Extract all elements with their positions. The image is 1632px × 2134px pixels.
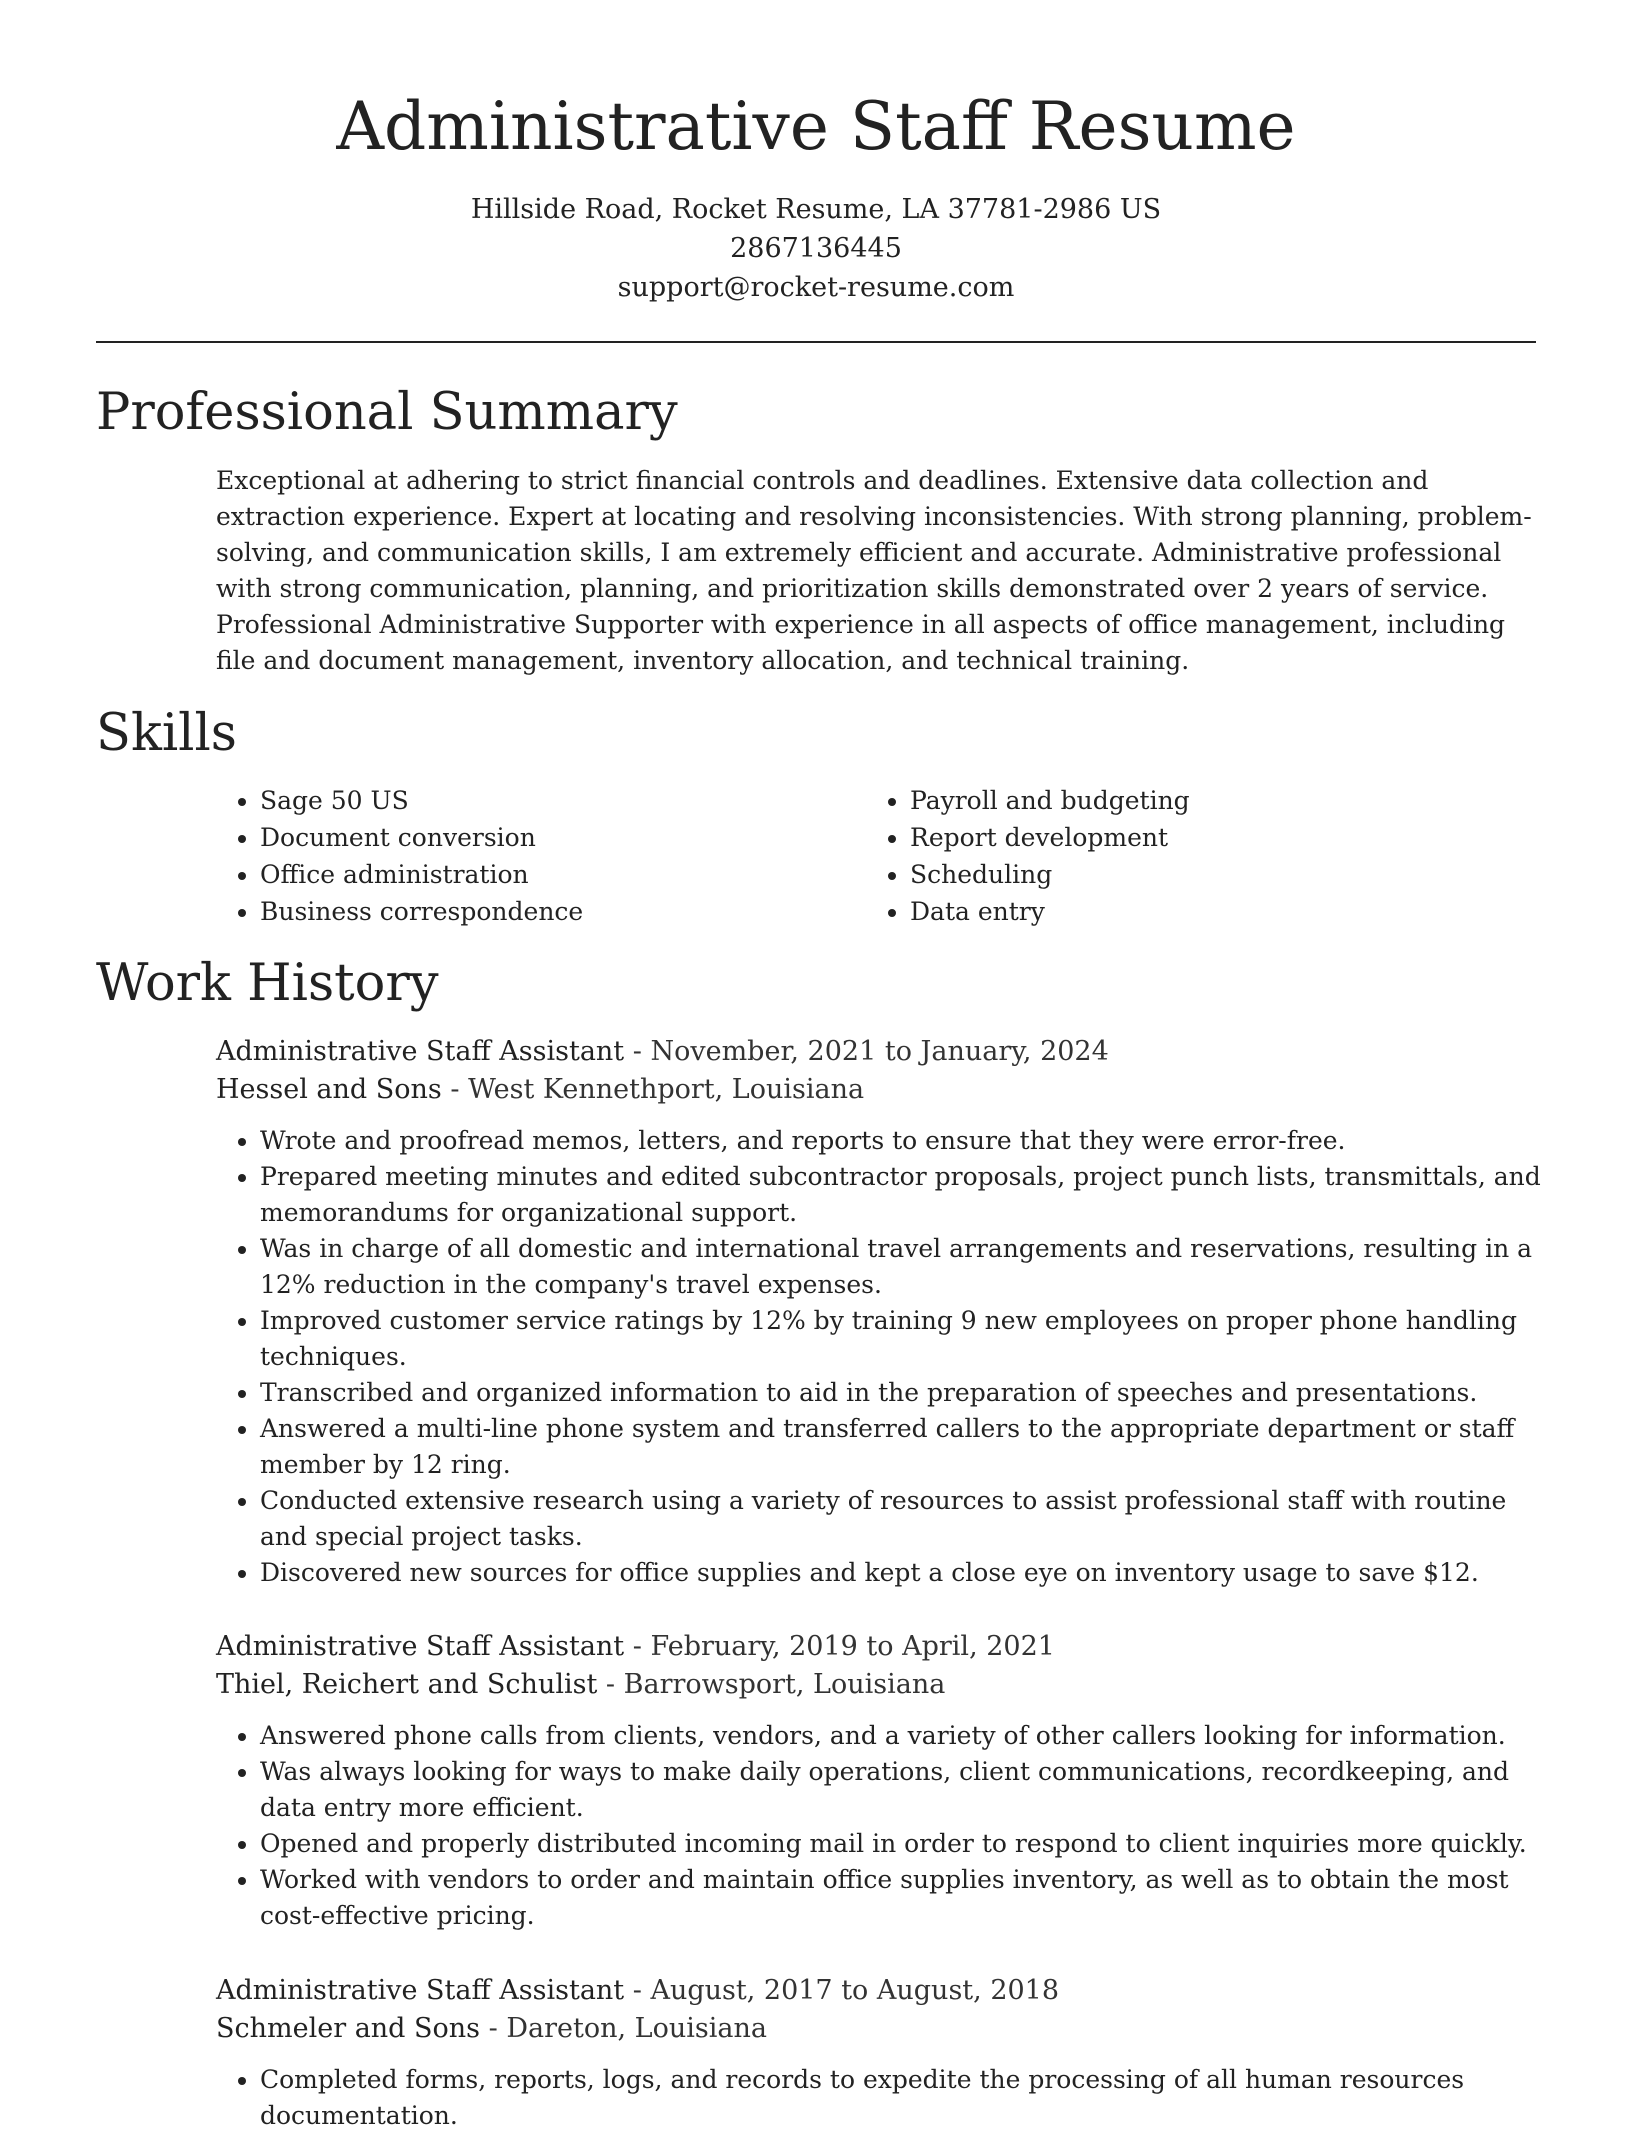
skill-item: • Data entry <box>910 893 1190 930</box>
skill-item: • Sage 50 US <box>260 782 583 819</box>
job-bullet: • Wrote and proofread memos, letters, and reports to ensure that they were error-free. <box>260 1123 1546 1159</box>
resume-title: Administrative Staff Resume <box>336 88 1296 165</box>
skills-list-left <box>216 782 583 930</box>
job-title-line: Administrative Staff Assistant - November, 2021 to January, 2024 <box>216 1036 1109 1067</box>
skill-item: • Report development <box>910 819 1190 856</box>
job-company: Schmeler and Sons <box>216 2013 481 2044</box>
job-entry <box>216 1972 1546 2134</box>
job-title-line: Administrative Staff Assistant - August, 2017 to August, 2018 <box>216 1975 1060 2006</box>
summary-heading: Professional Summary <box>96 383 678 442</box>
job-dates: November, 2021 to January, 2024 <box>650 1036 1109 1067</box>
contact-phone: 2867136445 <box>730 233 902 264</box>
job-location: West Kennethport, Louisiana <box>468 1074 865 1105</box>
resume-header <box>0 0 1632 307</box>
job-bullet: • Transcribed and organized information to aid in the preparation of speeches and presentations. <box>260 1375 1546 1411</box>
job-bullet: • Prepared meeting minutes and edited subcontractor proposals, project punch lists, transmittals, and memorandums for organizational support. <box>260 1159 1546 1231</box>
job-bullets <box>216 1718 1546 1934</box>
job-dates: August, 2017 to August, 2018 <box>650 1975 1060 2006</box>
summary-text: Exceptional at adhering to strict financial controls and deadlines. Extensive data collection and extraction experience. Expert at locating and resolving inconsistencies. With strong planning, problem-solving, and communication skills, I am extremely efficient and accurate. Administrative professional with strong communication, planning, and prioritization skills demonstrated over 2 years of service. Professional Administrative Supporter with experience in all aspects of office management, including file and document management, inventory allocation, and technical training. <box>216 466 1532 675</box>
job-title: Administrative Staff Assistant <box>216 1975 625 2006</box>
skills-heading: Skills <box>96 704 237 763</box>
contact-block <box>0 190 1632 307</box>
job-bullet: • Answered phone calls from clients, vendors, and a variety of other callers looking for information. <box>260 1718 1546 1754</box>
job-bullet: • Completed forms, reports, logs, and records to expedite the processing of all human resources documentation. <box>260 2062 1546 2134</box>
job-location: Dareton, Louisiana <box>506 2013 767 2044</box>
skill-item: • Business correspondence <box>260 893 583 930</box>
contact-address: Hillside Road, Rocket Resume, LA 37781-2986 US <box>470 194 1162 225</box>
skill-item: • Payroll and budgeting <box>910 782 1190 819</box>
job-title: Administrative Staff Assistant <box>216 1036 625 1067</box>
job-bullet: • Opened and properly distributed incoming mail in order to respond to client inquiries more quickly. <box>260 1826 1546 1862</box>
skill-item: • Office administration <box>260 856 583 893</box>
skills-list-right <box>866 782 1190 930</box>
job-company-line: Schmeler and Sons - Dareton, Louisiana <box>216 2013 767 2044</box>
job-dates: February, 2019 to April, 2021 <box>650 1631 1055 1662</box>
job-entry <box>216 1033 1546 1591</box>
skill-item: • Document conversion <box>260 819 583 856</box>
job-bullet: • Was in charge of all domestic and international travel arrangements and reservations, resulting in a 12% reduction in the company's travel expenses. <box>260 1231 1546 1303</box>
job-company: Thiel, Reichert and Schulist <box>216 1669 598 1700</box>
header-divider <box>96 341 1536 343</box>
contact-email: support@rocket-resume.com <box>617 272 1015 303</box>
job-company-line: Hessel and Sons - West Kennethport, Louisiana <box>216 1074 865 1105</box>
job-bullets <box>216 2062 1546 2134</box>
job-title: Administrative Staff Assistant <box>216 1631 625 1662</box>
work-history-heading: Work History <box>96 954 439 1013</box>
job-company-line: Thiel, Reichert and Schulist - Barrowsport, Louisiana <box>216 1669 946 1700</box>
skill-item: • Scheduling <box>910 856 1190 893</box>
job-bullet: • Was always looking for ways to make daily operations, client communications, recordkeeping, and data entry more efficient. <box>260 1754 1546 1826</box>
job-title-line: Administrative Staff Assistant - February, 2019 to April, 2021 <box>216 1631 1055 1662</box>
job-bullets <box>216 1123 1546 1591</box>
job-bullet: • Worked with vendors to order and maintain office supplies inventory, as well as to obtain the most cost-effective pricing. <box>260 1862 1546 1934</box>
job-bullet: • Conducted extensive research using a variety of resources to assist professional staff with routine and special project tasks. <box>260 1483 1546 1555</box>
job-location: Barrowsport, Louisiana <box>623 1669 946 1700</box>
job-bullet: • Improved customer service ratings by 12% by training 9 new employees on proper phone handling techniques. <box>260 1303 1546 1375</box>
job-bullet: • Answered a multi-line phone system and transferred callers to the appropriate department or staff member by 12 ring. <box>260 1411 1546 1483</box>
job-company: Hessel and Sons <box>216 1074 442 1105</box>
job-bullet: • Discovered new sources for office supplies and kept a close eye on inventory usage to save $12. <box>260 1555 1546 1591</box>
job-entry <box>216 1628 1546 1934</box>
